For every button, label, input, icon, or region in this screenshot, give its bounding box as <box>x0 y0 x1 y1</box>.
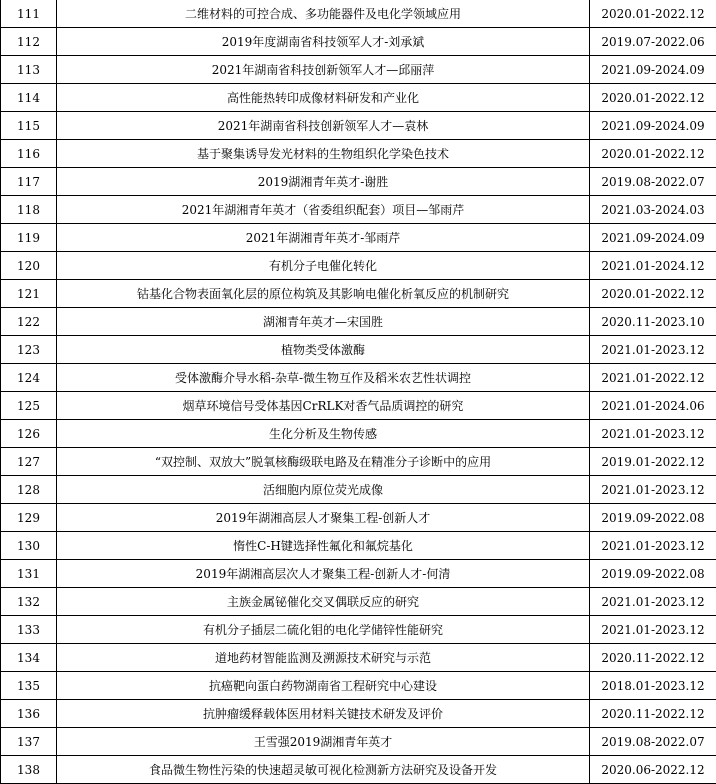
project-name-cell: 有机分子插层二硫化钼的电化学储锌性能研究 <box>57 616 590 644</box>
table-row <box>1 28 716 56</box>
project-period-cell: 2019.09-2022.08 <box>590 560 716 588</box>
project-period-cell: 2021.01-2022.12 <box>590 364 716 392</box>
row-number-cell: 137 <box>1 728 57 756</box>
row-number-cell: 135 <box>1 672 57 700</box>
project-name-cell: 基于聚集诱导发光材料的生物组织化学染色技术 <box>57 140 590 168</box>
row-number-cell: 128 <box>1 476 57 504</box>
project-name-cell: 2021年湖南省科技创新领军人才—邱丽萍 <box>57 56 590 84</box>
table-row <box>1 532 716 560</box>
project-period-cell: 2021.03-2024.03 <box>590 196 716 224</box>
project-name-cell: 王雪强2019湖湘青年英才 <box>57 728 590 756</box>
row-number-cell: 116 <box>1 140 57 168</box>
table-row <box>1 196 716 224</box>
project-period-cell: 2021.01-2023.12 <box>590 532 716 560</box>
row-number-cell: 134 <box>1 644 57 672</box>
row-number-cell: 122 <box>1 308 57 336</box>
row-number-cell: 119 <box>1 224 57 252</box>
table-row <box>1 644 716 672</box>
project-name-cell: 2019年湖湘高层次人才聚集工程-创新人才-何清 <box>57 560 590 588</box>
project-period-cell: 2021.01-2024.06 <box>590 392 716 420</box>
project-period-cell: 2021.09-2024.09 <box>590 112 716 140</box>
project-name-cell: 高性能热转印成像材料研发和产业化 <box>57 84 590 112</box>
table-row <box>1 56 716 84</box>
table-row <box>1 448 716 476</box>
table-row <box>1 336 716 364</box>
project-period-cell: 2019.01-2022.12 <box>590 448 716 476</box>
project-period-cell: 2018.01-2023.12 <box>590 672 716 700</box>
project-period-cell: 2020.01-2022.12 <box>590 140 716 168</box>
table-row <box>1 672 716 700</box>
table-row <box>1 560 716 588</box>
project-period-cell: 2020.11-2022.12 <box>590 644 716 672</box>
project-name-cell: 2019湖湘青年英才-谢胜 <box>57 168 590 196</box>
project-name-cell: 抗肿瘤缓释载体医用材料关键技术研发及评价 <box>57 700 590 728</box>
table-row <box>1 756 716 784</box>
project-period-cell: 2019.09-2022.08 <box>590 504 716 532</box>
project-name-cell: 植物类受体激酶 <box>57 336 590 364</box>
project-period-cell: 2019.07-2022.06 <box>590 28 716 56</box>
table-row <box>1 728 716 756</box>
row-number-cell: 113 <box>1 56 57 84</box>
table-row <box>1 280 716 308</box>
row-number-cell: 123 <box>1 336 57 364</box>
project-period-cell: 2020.11-2023.10 <box>590 308 716 336</box>
project-period-cell: 2021.01-2023.12 <box>590 336 716 364</box>
table-row <box>1 224 716 252</box>
row-number-cell: 125 <box>1 392 57 420</box>
project-period-cell: 2020.01-2022.12 <box>590 84 716 112</box>
project-period-cell: 2021.01-2023.12 <box>590 420 716 448</box>
row-number-cell: 118 <box>1 196 57 224</box>
row-number-cell: 114 <box>1 84 57 112</box>
row-number-cell: 131 <box>1 560 57 588</box>
table-row <box>1 700 716 728</box>
table-row <box>1 364 716 392</box>
row-number-cell: 136 <box>1 700 57 728</box>
project-name-cell: 2021年湖湘青年英才-邹雨芹 <box>57 224 590 252</box>
table-row <box>1 616 716 644</box>
table-row <box>1 588 716 616</box>
table-row <box>1 168 716 196</box>
project-name-cell: 活细胞内原位荧光成像 <box>57 476 590 504</box>
project-name-cell: “双控制、双放大”脱氧核酶级联电路及在精准分子诊断中的应用 <box>57 448 590 476</box>
project-name-cell: 食品微生物性污染的快速超灵敏可视化检测新方法研究及设备开发 <box>57 756 590 784</box>
row-number-cell: 121 <box>1 280 57 308</box>
row-number-cell: 129 <box>1 504 57 532</box>
row-number-cell: 138 <box>1 756 57 784</box>
row-number-cell: 130 <box>1 532 57 560</box>
project-period-cell: 2021.09-2024.09 <box>590 224 716 252</box>
project-name-cell: 道地药材智能监测及溯源技术研究与示范 <box>57 644 590 672</box>
table-row <box>1 84 716 112</box>
table-row <box>1 392 716 420</box>
row-number-cell: 133 <box>1 616 57 644</box>
project-period-cell: 2021.09-2024.09 <box>590 56 716 84</box>
project-name-cell: 生化分析及生物传感 <box>57 420 590 448</box>
project-period-cell: 2020.01-2022.12 <box>590 280 716 308</box>
project-name-cell: 2019年度湖南省科技领军人才-刘承斌 <box>57 28 590 56</box>
project-name-cell: 受体激酶介导水稻-杂草-微生物互作及稻米农艺性状调控 <box>57 364 590 392</box>
table-row <box>1 140 716 168</box>
table-row <box>1 476 716 504</box>
project-name-cell: 主族金属铋催化交叉偶联反应的研究 <box>57 588 590 616</box>
project-period-cell: 2019.08-2022.07 <box>590 728 716 756</box>
table-row <box>1 420 716 448</box>
project-period-cell: 2021.01-2024.12 <box>590 252 716 280</box>
project-period-cell: 2021.01-2023.12 <box>590 588 716 616</box>
row-number-cell: 126 <box>1 420 57 448</box>
project-name-cell: 湖湘青年英才—宋国胜 <box>57 308 590 336</box>
table-row <box>1 504 716 532</box>
project-name-cell: 二维材料的可控合成、多功能器件及电化学领域应用 <box>57 0 590 28</box>
project-name-cell: 抗癌靶向蛋白药物湖南省工程研究中心建设 <box>57 672 590 700</box>
project-table-body <box>1 0 716 784</box>
project-name-cell: 惰性C-H键选择性氟化和氟烷基化 <box>57 532 590 560</box>
row-number-cell: 127 <box>1 448 57 476</box>
project-period-cell: 2020.11-2022.12 <box>590 700 716 728</box>
project-period-cell: 2019.08-2022.07 <box>590 168 716 196</box>
table-row <box>1 308 716 336</box>
row-number-cell: 120 <box>1 252 57 280</box>
row-number-cell: 112 <box>1 28 57 56</box>
project-period-cell: 2021.01-2023.12 <box>590 476 716 504</box>
row-number-cell: 124 <box>1 364 57 392</box>
table-row <box>1 252 716 280</box>
table-row <box>1 112 716 140</box>
project-name-cell: 烟草环境信号受体基因CrRLK对香气品质调控的研究 <box>57 392 590 420</box>
project-period-cell: 2021.01-2023.12 <box>590 616 716 644</box>
row-number-cell: 111 <box>1 0 57 28</box>
table-row <box>1 0 716 28</box>
row-number-cell: 115 <box>1 112 57 140</box>
project-name-cell: 2021年湖湘青年英才（省委组织配套）项目—邹雨芹 <box>57 196 590 224</box>
project-period-cell: 2020.01-2022.12 <box>590 0 716 28</box>
row-number-cell: 132 <box>1 588 57 616</box>
project-name-cell: 有机分子电催化转化 <box>57 252 590 280</box>
project-period-cell: 2020.06-2022.12 <box>590 756 716 784</box>
project-name-cell: 2021年湖南省科技创新领军人才—袁林 <box>57 112 590 140</box>
project-name-cell: 2019年湖湘高层人才聚集工程-创新人才 <box>57 504 590 532</box>
row-number-cell: 117 <box>1 168 57 196</box>
project-name-cell: 钴基化合物表面氧化层的原位构筑及其影响电催化析氧反应的机制研究 <box>57 280 590 308</box>
